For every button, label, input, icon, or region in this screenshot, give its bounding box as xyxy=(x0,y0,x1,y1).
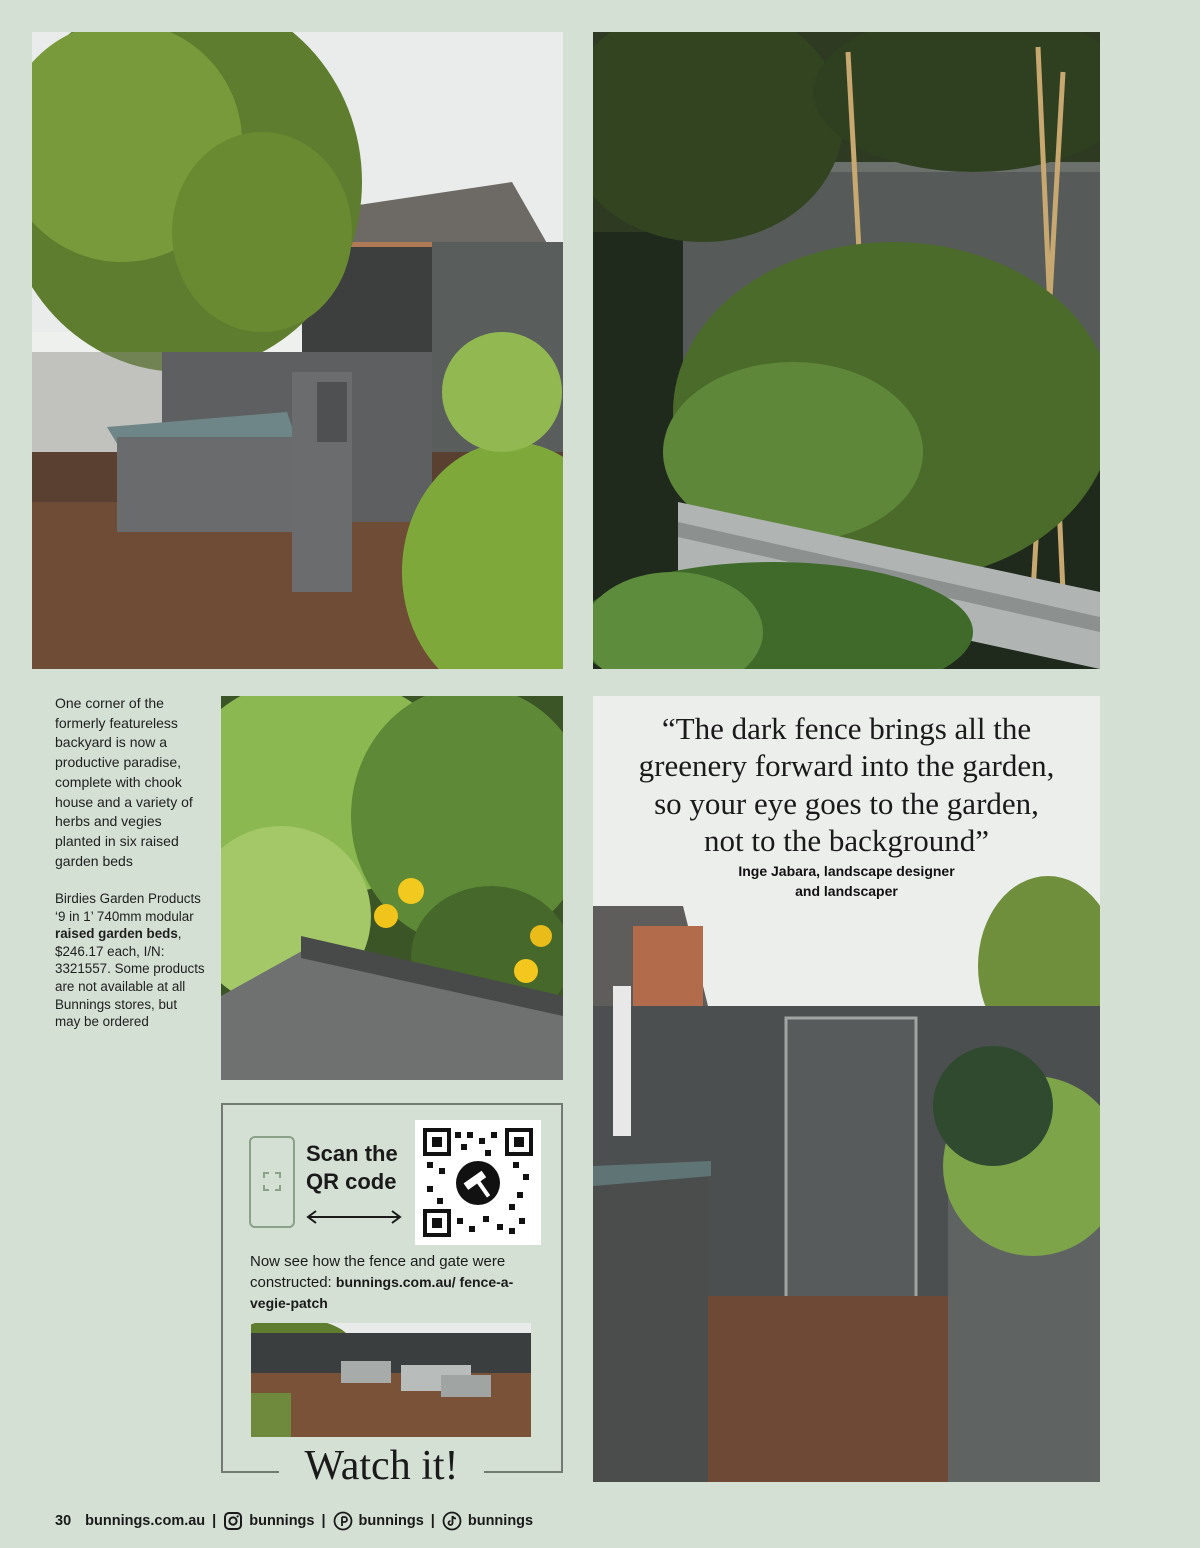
pull-quote xyxy=(593,710,1100,901)
footer-tiktok-link[interactable]: bunnings xyxy=(467,1513,534,1529)
video-link[interactable]: bunnings.com.au/ fence-a-vegie-patch xyxy=(250,1274,514,1311)
quote-attribution-line2: and landscaper xyxy=(795,883,898,900)
product-caption-bold: raised garden beds xyxy=(55,926,178,942)
watch-frame-right xyxy=(484,1471,563,1473)
page-number: 30 xyxy=(55,1513,72,1529)
product-caption-prefix: Birdies Garden Products ‘9 in 1’ 740mm modular xyxy=(55,891,201,924)
pinterest-icon xyxy=(333,1511,353,1531)
scan-line1: Scan the xyxy=(306,1141,398,1166)
scan-instruction xyxy=(306,1140,398,1196)
product-caption xyxy=(55,890,205,1031)
qr-code[interactable] xyxy=(415,1120,541,1245)
photo-caption: One corner of the formerly featureless backyard is now a productive paradise, complete with chook house and a variety of herbs and vegies planted in six raised garden beds xyxy=(55,695,193,869)
quote-text: “The dark fence brings all the greenery forward into the garden, so your eye goes to the garden, not to the background” xyxy=(638,711,1055,858)
herbs-photo xyxy=(221,696,563,1080)
watch-desc-text: Now see how the fence and gate were constructed: xyxy=(250,1253,506,1291)
tiktok-icon xyxy=(442,1511,462,1531)
footer-instagram-link[interactable]: bunnings xyxy=(249,1513,315,1529)
footer-separator: | xyxy=(321,1513,326,1529)
footer-pinterest-link[interactable]: bunnings xyxy=(358,1513,424,1529)
scan-line2: QR code xyxy=(306,1169,397,1194)
double-arrow-icon xyxy=(305,1207,403,1227)
footer-separator: | xyxy=(430,1513,435,1529)
raised-beds-photo xyxy=(593,32,1100,669)
chook-house-photo xyxy=(32,32,563,669)
watch-frame-left xyxy=(221,1471,279,1473)
product-caption-suffix: , $246.17 each, I/N: 3321557. Some products are not available at all Bunnings stores, but may be ordered xyxy=(55,926,205,1030)
instagram-icon xyxy=(223,1511,243,1531)
phone-scan-icon xyxy=(249,1136,295,1228)
footer-separator: | xyxy=(212,1513,217,1529)
footer-site-link[interactable]: bunnings.com.au xyxy=(85,1513,206,1529)
video-thumbnail[interactable] xyxy=(251,1323,531,1437)
quote-attribution-line1: Inge Jabara, landscape designer xyxy=(738,863,955,880)
page-footer xyxy=(55,1510,533,1532)
watch-it-title: Watch it! xyxy=(304,1443,459,1489)
watch-description xyxy=(250,1252,550,1314)
